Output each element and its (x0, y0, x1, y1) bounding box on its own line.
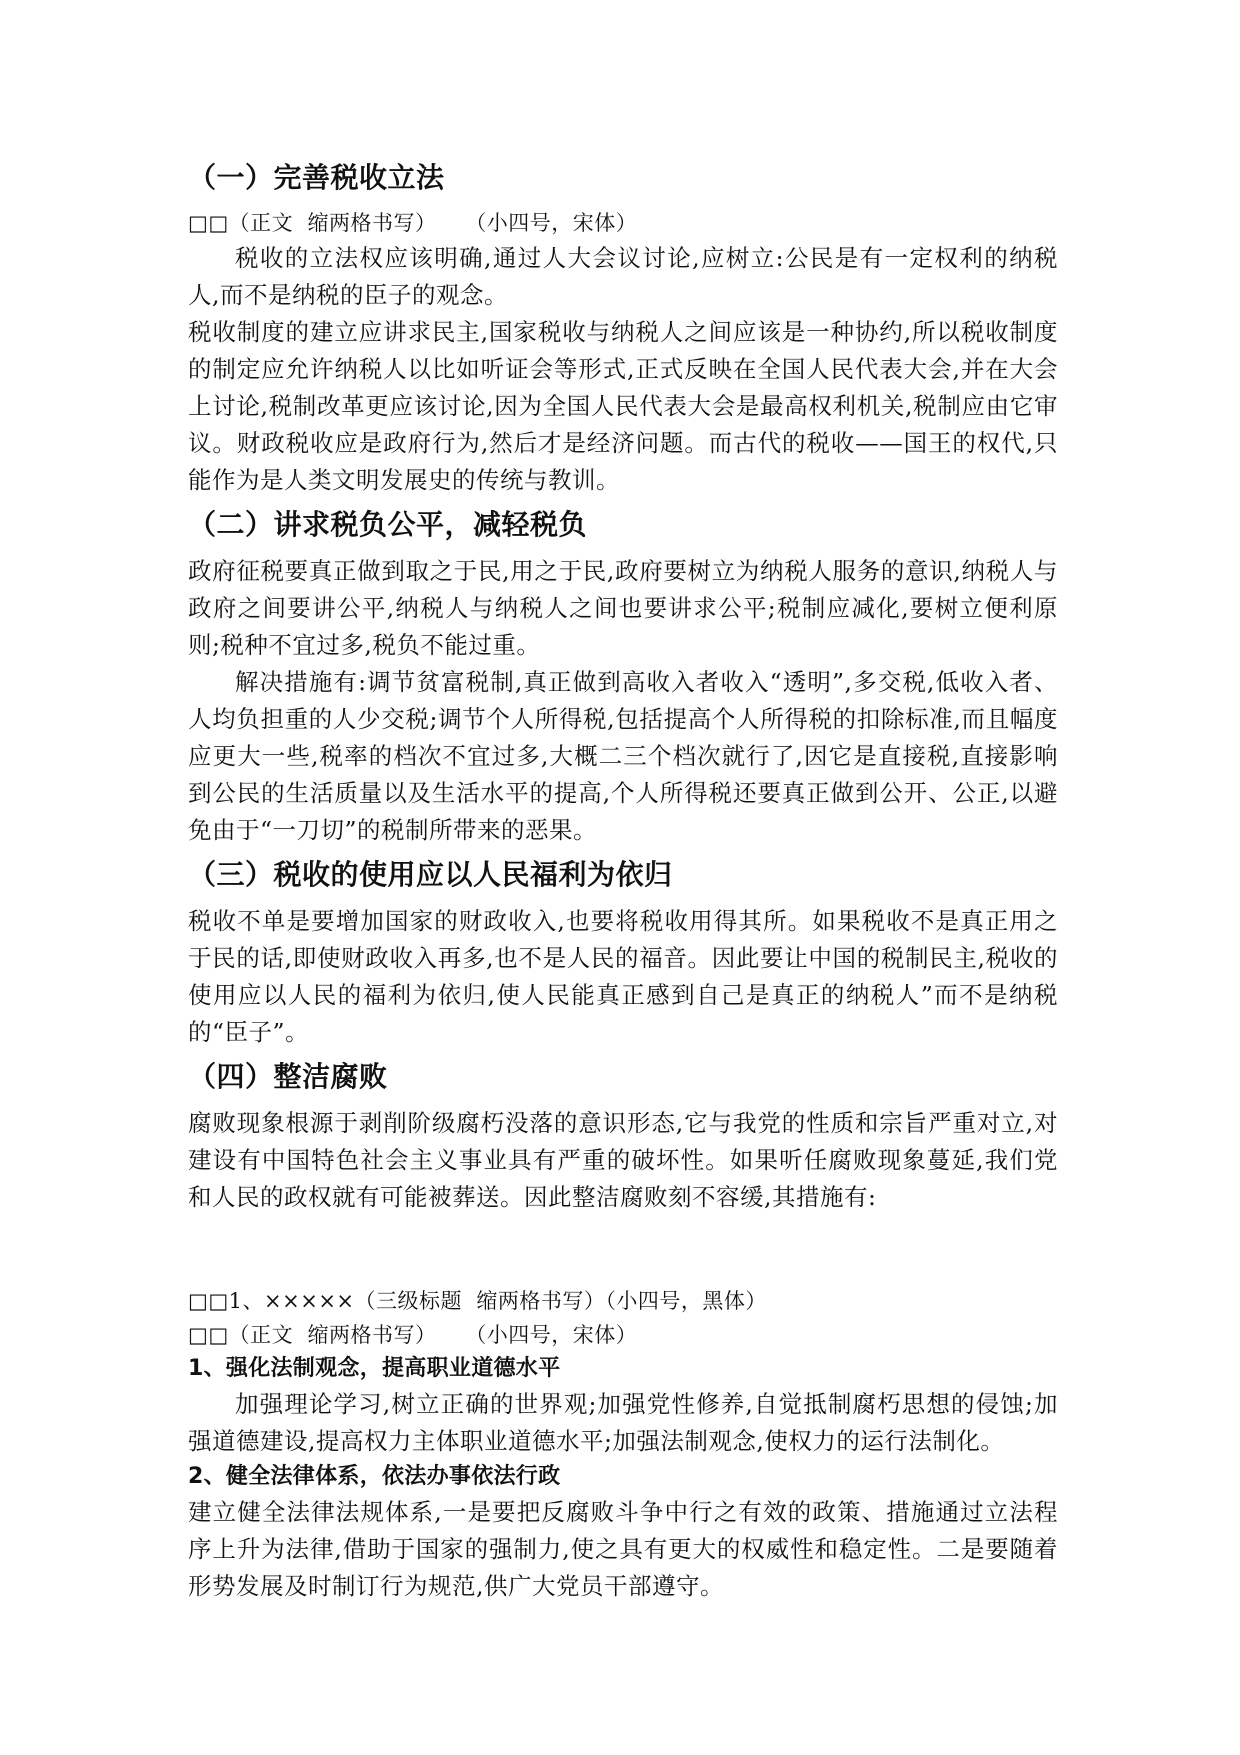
paragraph: 税收的立法权应该明确,通过人大会议讨论,应树立:公民是有一定权利的纳税人,而不是纳税的臣子的观念。 (188, 244, 1058, 309)
paragraph: 税收制度的建立应讲求民主,国家税收与纳税人之间应该是一种协约,所以税收制度的制定应允许纳税人以比如听证会等形式,正式反映在全国人民代表大会,并在大会上讨论,税制改革更应该讨论,因为全国人民代表大会是最高权利机关,税制应由它审议。财政税收应是政府行为,然后才是经济问题。而古代的税收——国王的权代,只能作为是人类文明发展史的传统与教训。 (188, 318, 1058, 494)
body-format-note: □□（正文 缩两格书写） （小四号，宋体） (188, 1323, 638, 1347)
paragraph: 加强理论学习,树立正确的世界观;加强党性修养,自觉抵制腐朽思想的侵蚀;加强道德建设,提高权力主体职业道德水平;加强法制观念,使权力的运行法制化。 (188, 1390, 1058, 1455)
format-note: □□（正文 缩两格书写） （小四号，宋体） (188, 211, 638, 235)
section-heading-4: （四）整洁腐败 (188, 1060, 388, 1093)
section-heading-1: （一）完善税收立法 (188, 161, 445, 194)
section-heading-2: （二）讲求税负公平，减轻税负 (188, 508, 588, 541)
paragraph: 解决措施有:调节贫富税制,真正做到高收入者收入“透明”,多交税,低收入者、人均负担重的人少交税;调节个人所得税,包括提高个人所得税的扣除标准,而且幅度应更大一些,税率的档次不宜过多,大概二三个档次就行了,因它是直接税,直接影响到公民的生活质量以及生活水平的提高,个人所得税还要真正做到公开、公正,以避免由于“一刀切”的税制所带来的恶果。 (188, 668, 1058, 844)
vertical-gap (188, 1216, 1058, 1284)
paragraph: 政府征税要真正做到取之于民,用之于民,政府要树立为纳税人服务的意识,纳税人与政府之间要讲公平,纳税人与纳税人之间也要讲求公平;税制应减化,要树立便利原则;税种不宜过多,税负不能过重。 (188, 557, 1058, 659)
paragraph: 税收不单是要增加国家的财政收入,也要将税收用得其所。如果税收不是真正用之于民的话,即使财政收入再多,也不是人民的福音。因此要让中国的税制民主,税收的使用应以人民的福利为依归,使人民能真正感到自己是真正的纳税人”而不是纳税的“臣子”。 (188, 907, 1058, 1046)
section-heading-3: （三）税收的使用应以人民福利为依归 (188, 858, 673, 891)
subsection-heading-2: 2、健全法律体系，依法办事依法行政 (188, 1464, 561, 1489)
document-body (188, 158, 1058, 1605)
paragraph: 腐败现象根源于剥削阶级腐朽没落的意识形态,它与我党的性质和宗旨严重对立,对建设有中国特色社会主义事业具有严重的破坏性。如果听任腐败现象蔓延,我们党和人民的政权就有可能被葬送。因此整洁腐败刻不容缓,其措施有: (188, 1109, 1058, 1211)
level3-format-note: □□1、×××××（三级标题 缩两格书写）（小四号，黑体） (188, 1289, 767, 1313)
subsection-heading-1: 1、强化法制观念，提高职业道德水平 (188, 1356, 561, 1381)
paragraph: 建立健全法律法规体系,一是要把反腐败斗争中行之有效的政策、措施通过立法程序上升为法律,借助于国家的强制力,使之具有更大的权威性和稳定性。二是要随着形势发展及时制订行为规范,供广大党员干部遵守。 (188, 1498, 1058, 1600)
